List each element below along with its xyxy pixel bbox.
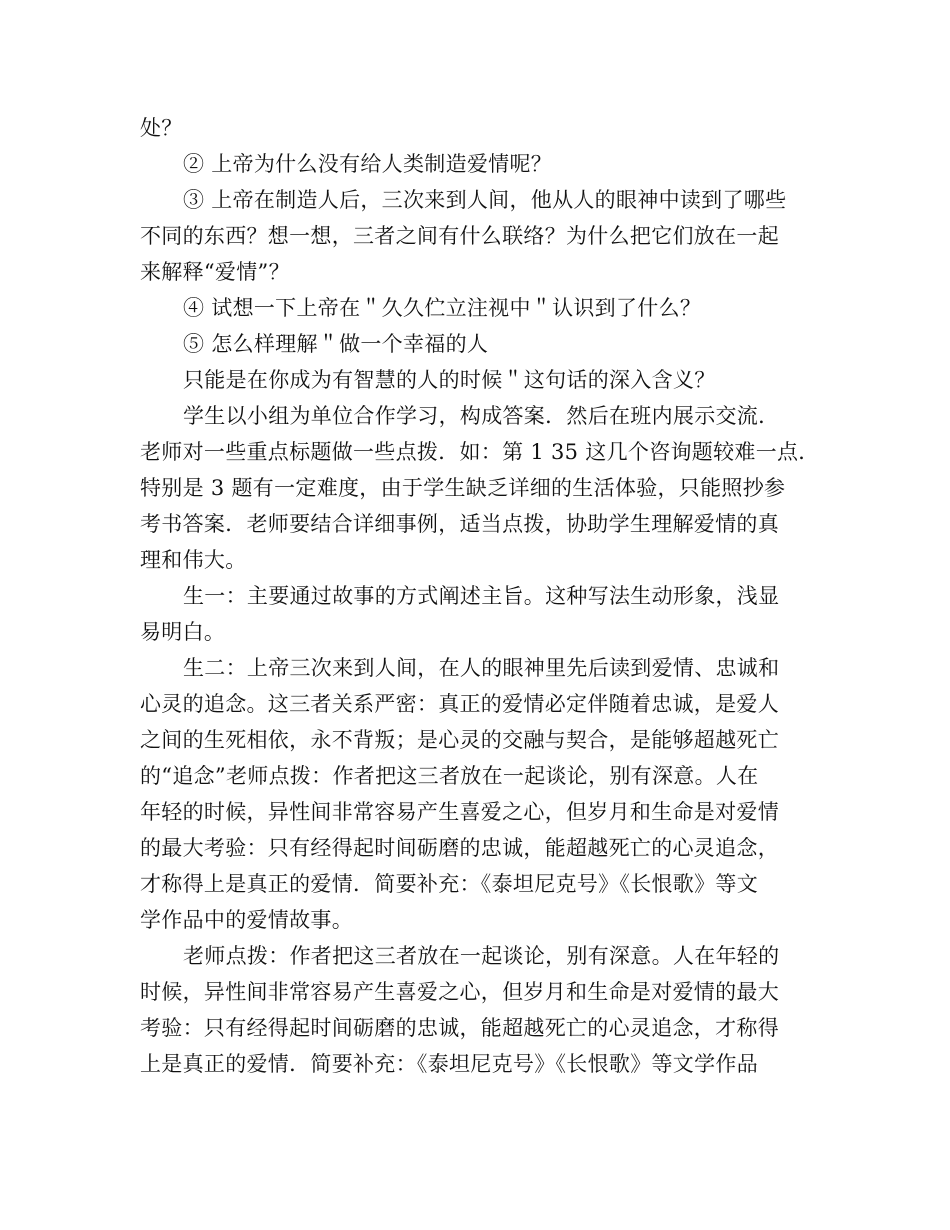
text-line: 心灵的追念。这三者关系严密：真正的爱情必定伴随着忠诚，是爱人	[140, 692, 779, 716]
text-line: 考验：只有经得起时间砺磨的忠诚，能超越死亡的心灵追念，才称得	[140, 1016, 779, 1040]
paragraph-start: 学生以小组为单位合作学习，构成答案．然后在班内展示交流．	[183, 404, 780, 428]
text-line: 的“追念”老师点拨：作者把这三者放在一起谈论，别有深意。人在	[140, 764, 759, 788]
text-line: 年轻的时候，异性间非常容易产生喜爱之心，但岁月和生命是对爱情	[140, 800, 779, 824]
question-4: ④ 试想一下上帝在＂久久伫立注视中＂认识到了什么？	[183, 296, 702, 320]
text-line: 学作品中的爱情故事。	[140, 908, 353, 932]
text-line: 考书答案．老师要结合详细事例，适当点拨，协助学生理解爱情的真	[140, 512, 779, 536]
question-3: ③ 上帝在制造人后，三次来到人间，他从人的眼神中读到了哪些	[183, 188, 787, 212]
question-5: ⑤ 怎么样理解＂做一个幸福的人	[183, 332, 489, 356]
text-line: 的最大考验：只有经得起时间砺磨的忠诚，能超越死亡的心灵追念，	[140, 836, 779, 860]
text-line: 来解释“爱情”？	[140, 260, 290, 284]
text-line: 理和伟大。	[140, 548, 247, 572]
text-line: 不同的东西？想一想，三者之间有什么联络？为什么把它们放在一起	[140, 224, 779, 248]
paragraph-start: 生二：上帝三次来到人间，在人的眼神里先后读到爱情、忠诚和	[183, 656, 780, 680]
text-line: 特别是 3 题有一定难度，由于学生缺乏详细的生活体验，只能照抄参	[140, 476, 786, 500]
text-line: 才称得上是真正的爱情．简要补充：《泰坦尼克号》《长恨歌》等文	[140, 872, 758, 896]
question-2: ② 上帝为什么没有给人类制造爱情呢？	[183, 152, 553, 176]
text-line: 之间的生死相依，永不背叛；是心灵的交融与契合，是能够超越死亡	[140, 728, 779, 752]
text-line: 只能是在你成为有智慧的人的时候＂这句话的深入含义？	[183, 368, 716, 392]
text-line: 上是真正的爱情．简要补充：《泰坦尼克号》《长恨歌》等文学作品	[140, 1052, 758, 1076]
text-line: 老师对一些重点标题做一些点拨．如：第 1 35 这几个咨询题较难一点．	[140, 440, 820, 464]
paragraph-start: 老师点拨：作者把这三者放在一起谈论，别有深意。人在年轻的	[183, 944, 780, 968]
text-line: 时候，异性间非常容易产生喜爱之心，但岁月和生命是对爱情的最大	[140, 980, 779, 1004]
paragraph-start: 生一：主要通过故事的方式阐述主旨。这种写法生动形象，浅显	[183, 584, 780, 608]
text-line: 易明白。	[140, 620, 226, 644]
text-line: 处？	[140, 116, 183, 140]
